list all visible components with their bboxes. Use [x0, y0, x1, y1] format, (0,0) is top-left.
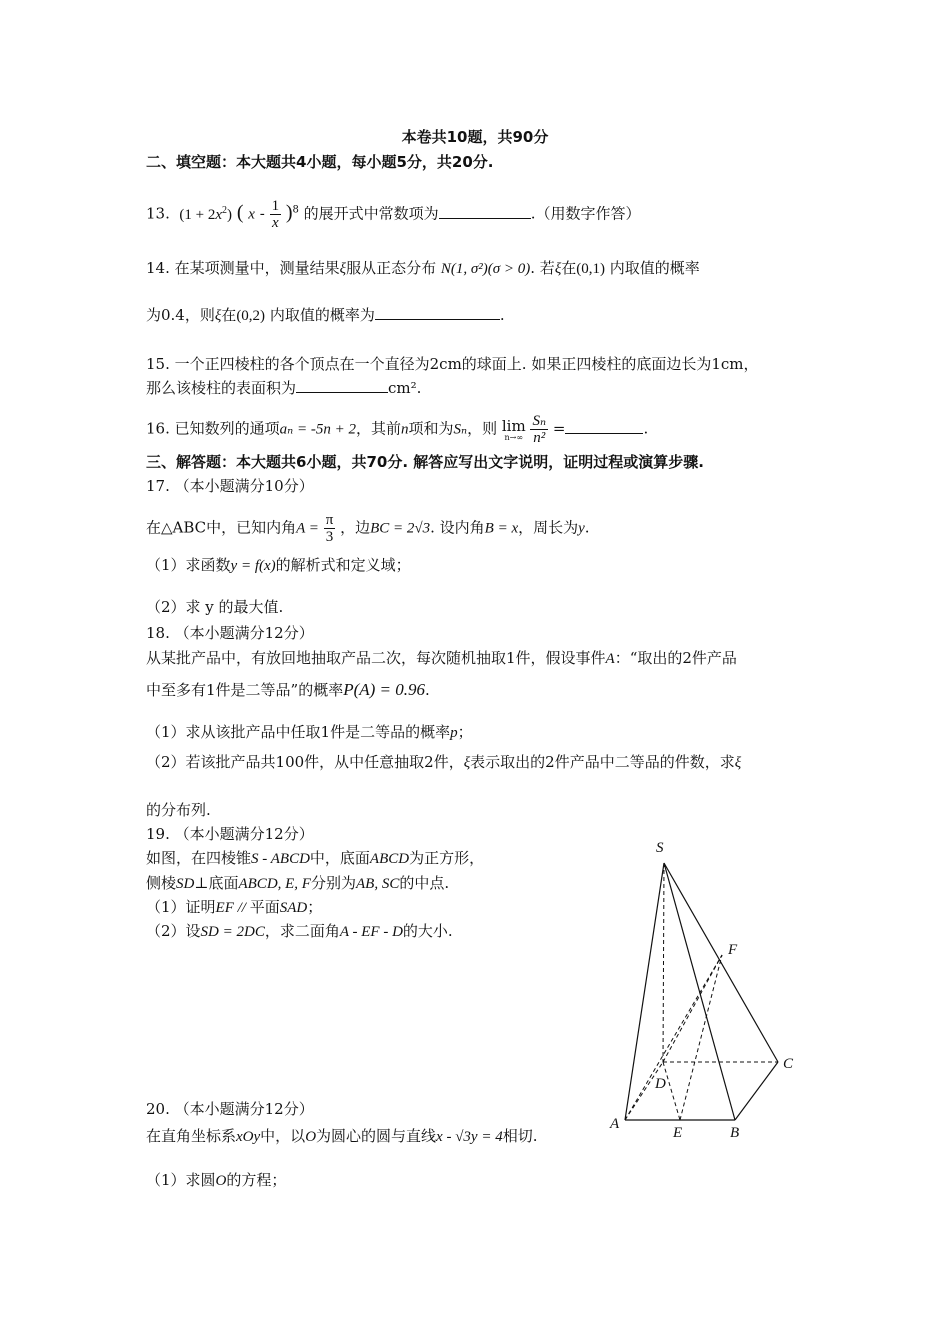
label-S: S — [656, 840, 664, 856]
segment-DF — [663, 955, 722, 1062]
question-15-line-1: 15. 一个正四棱柱的各个顶点在一个直径为2cm的球面上. 如果正四棱柱的底面边长为1cm， — [146, 355, 759, 373]
label-B: B — [730, 1125, 740, 1141]
question-18-part-1: （1）求从该批产品中任取1件是二等品的概率p； — [146, 723, 473, 741]
question-19-line-2: 侧棱SD⊥底面ABCD, E, F分别为AB, SC的中点. — [146, 874, 450, 892]
edge-SC — [664, 863, 778, 1062]
edge-SD — [663, 863, 664, 1062]
question-18-part-2: （2）若该批产品共100件，从中任意抽取2件，ξ表示取出的2件产品中二等品的件数，求ξ — [146, 753, 742, 771]
answer-blank[interactable] — [375, 319, 500, 320]
answer-blank[interactable] — [296, 392, 388, 393]
label-D: D — [655, 1076, 666, 1092]
question-13: 13. $(1 + 2x^2)$ ( x - $\frac{1}{x}$ )$^8$ 的展开式中常数项为 .（用数字作答） — [146, 198, 641, 231]
question-20-title: 20. （本小题满分12分） — [146, 1100, 314, 1118]
answer-blank[interactable] — [439, 218, 531, 219]
question-16: 16. 已知数列的通项aₙ = -5n + 2，其前n项和为Sₙ，则 lim n→∞ $\frac{\text{Sₙ}}{\text{n²}}$ = . — [146, 413, 649, 446]
question-18-title: 18. （本小题满分12分） — [146, 624, 314, 642]
question-20-line-1: 在直角坐标系xOy中，以O为圆心的圆与直线x - √3y = 4相切. — [146, 1127, 538, 1145]
label-A: A — [610, 1116, 620, 1132]
question-19-title: 19. （本小题满分12分） — [146, 825, 314, 843]
question-18-line-2: 中至多有1件是二等品”的概率P(A) = 0.96. — [146, 680, 430, 699]
answer-blank[interactable] — [565, 433, 643, 434]
question-15-line-2: 那么该棱柱的表面积为 cm². — [146, 379, 422, 397]
segment-AF — [625, 955, 722, 1120]
edge-SB — [664, 863, 735, 1120]
question-18-line-1: 从某批产品中，有放回地抽取产品二次，每次随机抽取1件，假设事件A：“取出的2件产品 — [146, 649, 737, 667]
question-17-line-1: 在△ABC中，已知内角A = $\frac{\pi}{3}$ ，边BC = 2√3. 设内角B = x，周长为y. — [146, 512, 590, 545]
question-19-line-1: 如图，在四棱锥S - ABCD中，底面ABCD为正方形， — [146, 849, 485, 867]
section-header: 本卷共10题，共90分 — [401, 128, 549, 146]
question-14-line-2: 为0.4，则ξ在(0,2) 内取值的概率为 . — [146, 306, 505, 324]
question-19-part-2: （2）设SD = 2DC，求二面角A - EF - D的大小. — [146, 922, 453, 940]
label-E: E — [673, 1125, 683, 1141]
edge-BC — [735, 1062, 778, 1120]
question-17-part-1: （1）求函数y = f(x)的解析式和定义域； — [146, 556, 411, 574]
question-14-line-1: 14. 在某项测量中，测量结果ξ服从正态分布 N(1, σ²)(σ > 0). 若ξ在(0,1) 内取值的概率 — [146, 259, 700, 277]
question-18-part-2-cont: 的分布列. — [146, 801, 211, 819]
question-17-title: 17. （本小题满分10分） — [146, 477, 314, 495]
question-19-part-1: （1）证明EF // 平面SAD； — [146, 898, 323, 916]
segment-EF — [680, 955, 722, 1120]
pyramid-figure — [600, 830, 810, 1145]
section-2-title: 二、填空题：本大题共4小题，每小题5分，共20分. — [146, 153, 494, 171]
label-C: C — [783, 1056, 794, 1072]
question-20-part-1: （1）求圆O的方程； — [146, 1171, 287, 1189]
question-17-part-2: （2）求 y 的最大值. — [146, 598, 284, 616]
section-3-title: 三、解答题：本大题共6小题，共70分. 解答应写出文字说明，证明过程或演算步骤. — [146, 453, 704, 471]
label-F: F — [728, 942, 738, 958]
